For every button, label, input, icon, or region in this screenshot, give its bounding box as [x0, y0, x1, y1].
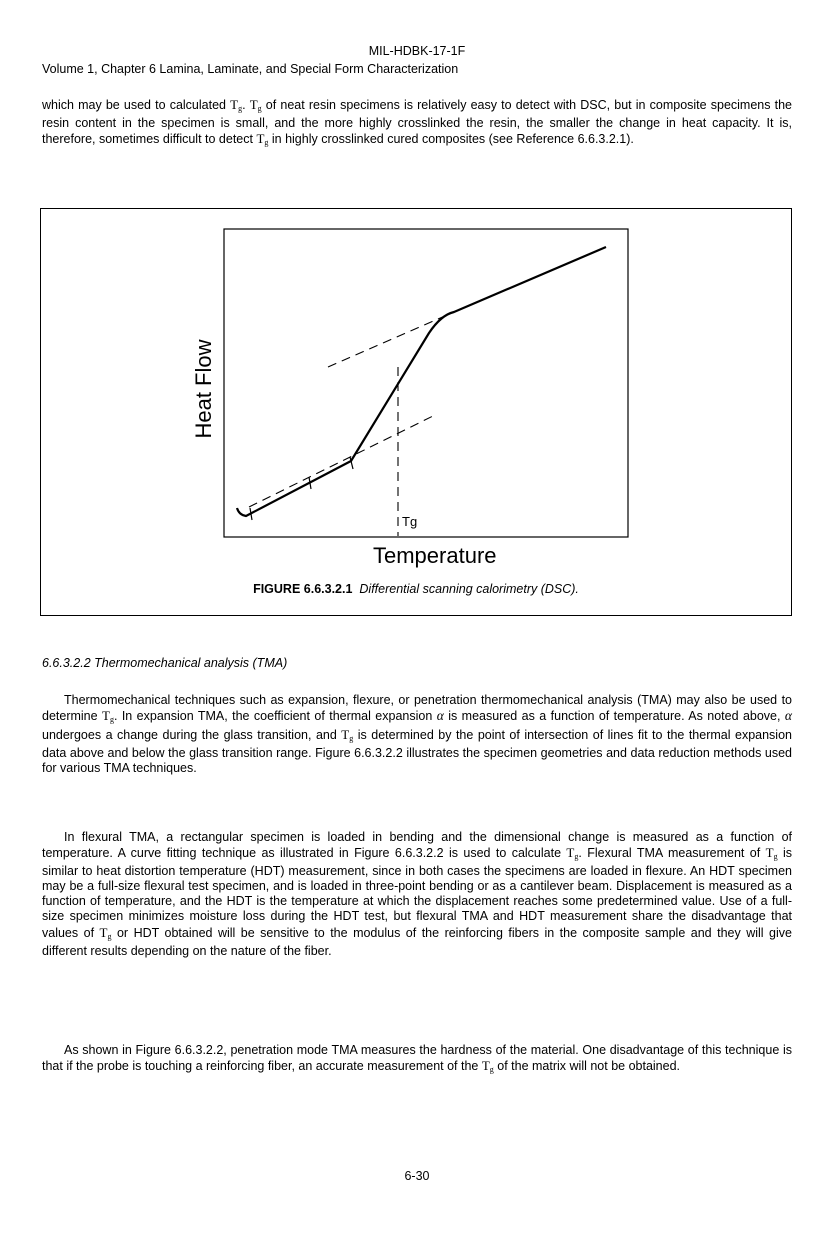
intro-paragraph: which may be used to calculated $T_g$. $T_g$ of neat resin specimens is relatively easy to detect with DSC, but in composite specimens the resin content in the specimen is small, and the more highly crosslinked the resin, the smaller the change in heat capacity. It is, therefore, sometimes difficult to detect $T_g$ in highly crosslinked cured composites (see Reference 6.6.3.2.1). [42, 97, 793, 148]
tg-symbol: $T_g$ [765, 845, 778, 862]
tg-symbol: $T_g$ [249, 97, 262, 113]
tg-symbol: $T_g$ [566, 845, 579, 862]
paragraph-penetration-tma: As shown in Figure 6.6.3.2.2, penetration mode TMA measures the hardness of the material. One disadvantage of this technique is that if the probe is touching a reinforcing fiber, an accurate measurement of the $T_g$ of the matrix will not be obtained. [42, 1043, 792, 1075]
x-axis-label: Temperature [373, 543, 497, 568]
paragraph-flexural-tma: In flexural TMA, a rectangular specimen is loaded in bending and the dimensional change is measured as a function of temperature. A curve fitting technique as illustrated in Figure 6.6.3.2.2 is used to calculate $T_g$. Flexural TMA measurement of $T_g$ is similar to heat distortion temperature (HDT) measurement, since in both cases the specimens are loaded in flexure. An HDT specimen may be a full-size flexural test specimen, and is loaded in three-point bending or as a cantilever beam. Displacement is measured as a function of temperature, and the HDT is the temperature at which the displacement reaches some predetermined value. Use of a full-size specimen minimizes moisture loss during the HDT test, but flexural TMA and HDT measurement share the disadvantage that values of $T_g$ or HDT obtained will be sensitive to the modulus of the reinforcing fibers in the composite sample and they will give different results depending on the nature of the fiber. [42, 830, 792, 958]
upper-tangent-line [328, 312, 454, 367]
lower-tangent-line [249, 415, 435, 507]
page-number: 6-30 [404, 1169, 430, 1183]
alpha-symbol: α [784, 708, 792, 724]
tg-symbol: $T_g$ [256, 131, 269, 148]
chapter-header: Volume 1, Chapter 6 Lamina, Laminate, and Special Form Characterization [42, 62, 459, 76]
tg-symbol: $T_g$ [99, 924, 112, 941]
figure-dsc [40, 208, 792, 616]
tg-symbol: $T_g$ [481, 1058, 494, 1075]
paragraph-expansion-tma: Thermomechanical techniques such as expansion, flexure, or penetration thermomechanical analysis (TMA) may also be used to determine $T_g$. In expansion TMA, the coefficient of thermal expansion α is measured as a function of temperature. As noted above, α undergoes a change during the glass transition, and $T_g$ is determined by the point of intersection of lines fit to the thermal expansion data above and below the glass transition range. Figure 6.6.3.2.2 illustrates the specimen geometries and data reduction methods used for various TMA techniques. [42, 693, 792, 776]
figure-caption: FIGURE 6.6.3.2.1 Differential scanning calorimetry (DSC). [253, 582, 579, 596]
document-id: MIL-HDBK-17-1F [368, 44, 466, 58]
plot-frame [224, 229, 628, 537]
tg-symbol: $T_g$ [341, 727, 354, 744]
section-heading: 6.6.3.2.2 Thermomechanical analysis (TMA) [42, 656, 288, 670]
tg-symbol: $T_g$ [102, 708, 114, 725]
heat-flow-curve [237, 247, 606, 516]
y-axis-label: Heat Flow [191, 339, 216, 439]
tg-symbol: $T_g$ [230, 97, 243, 113]
tg-marker-label: Tg [402, 514, 418, 529]
alpha-symbol: α [436, 708, 444, 724]
